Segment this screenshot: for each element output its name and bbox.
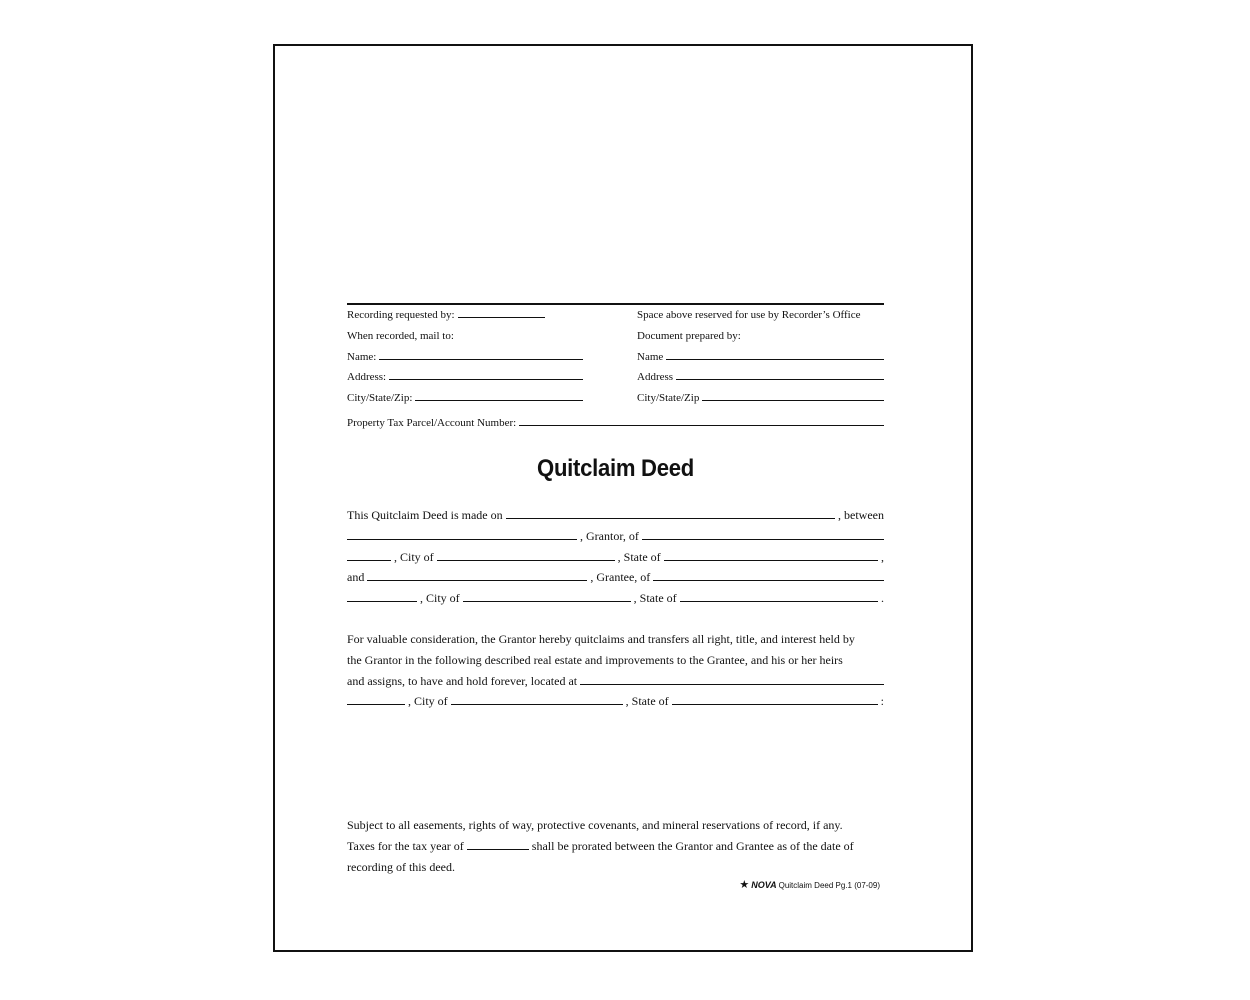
consideration-line-4 <box>347 691 884 712</box>
grantor-county-blank[interactable] <box>347 547 391 561</box>
header-row-1 <box>347 305 884 326</box>
taxes-text: Taxes for the tax year of <box>347 838 464 853</box>
body-line-1 <box>347 505 884 526</box>
address-right-blank[interactable] <box>676 367 884 380</box>
grantor-state-blank[interactable] <box>664 547 878 561</box>
prorated-text: shall be prorated between the Grantor and Grantee as of the date of <box>531 838 854 853</box>
document-prepared-label: Document prepared by: <box>637 329 741 342</box>
grantee-address-blank[interactable] <box>653 567 884 581</box>
and-text: and <box>347 570 365 585</box>
grantor-city-blank[interactable] <box>437 547 615 561</box>
parcel-blank[interactable] <box>519 413 884 426</box>
state-of-text-3: , State of <box>625 694 669 709</box>
body-line-5 <box>347 588 884 609</box>
city-left-blank[interactable] <box>415 388 583 401</box>
assigns-text: and assigns, to have and hold forever, located at <box>347 673 578 688</box>
grantor-name-blank[interactable] <box>347 526 577 540</box>
address-left-label: Address: <box>347 371 387 384</box>
deed-page <box>273 44 973 952</box>
colon-text: : <box>880 694 884 709</box>
grantee-of-text: , Grantee, of <box>590 570 651 585</box>
grantee-name-blank[interactable] <box>367 567 587 581</box>
name-left-label: Name: <box>347 350 377 363</box>
parcel-row <box>347 413 884 433</box>
city-right-label: City/State/Zip <box>637 392 700 405</box>
between-text: , between <box>838 507 884 522</box>
city-of-text-1: , City of <box>394 549 434 564</box>
comma-text: , <box>881 549 884 564</box>
body-line-2 <box>347 526 884 547</box>
body-line-3 <box>347 547 884 568</box>
made-on-text: This Quitclaim Deed is made on <box>347 507 503 522</box>
subject-line-3: recording of this deed. <box>347 859 455 874</box>
form-footer <box>739 880 880 890</box>
state-of-text-1: , State of <box>617 549 661 564</box>
city-right-blank[interactable] <box>702 388 884 401</box>
recording-requested-blank[interactable] <box>458 305 545 318</box>
when-recorded-label: When recorded, mail to: <box>347 329 454 342</box>
name-left-blank[interactable] <box>379 347 583 360</box>
brand-logo: NOVA <box>751 880 777 890</box>
property-city-blank[interactable] <box>451 691 623 705</box>
period-text: . <box>881 591 884 606</box>
name-right-blank[interactable] <box>666 347 884 360</box>
city-of-text-2: , City of <box>420 591 460 606</box>
date-blank[interactable] <box>506 505 835 519</box>
consideration-line-1: For valuable consideration, the Grantor hereby quitclaims and transfers all right, title, and interest held by <box>347 631 855 646</box>
city-left-label: City/State/Zip: <box>347 392 413 405</box>
property-location-blank[interactable] <box>580 671 884 685</box>
property-county-blank[interactable] <box>347 691 405 705</box>
grantee-state-blank[interactable] <box>680 588 878 602</box>
deed-content <box>347 303 884 878</box>
state-of-text-2: , State of <box>633 591 677 606</box>
grantor-of-text: , Grantor, of <box>580 528 639 543</box>
parcel-label: Property Tax Parcel/Account Number: <box>347 416 517 429</box>
consideration-line-3 <box>347 671 884 692</box>
city-of-text-3: , City of <box>408 694 448 709</box>
property-state-blank[interactable] <box>672 691 878 705</box>
body-line-4 <box>347 567 884 588</box>
subject-line-2 <box>347 836 884 857</box>
grantee-county-blank[interactable] <box>347 588 417 602</box>
header-row-4 <box>347 367 884 388</box>
header-row-5 <box>347 388 884 409</box>
subject-line-1: Subject to all easements, rights of way, protective covenants, and mineral reservations of record, if any. <box>347 818 843 833</box>
document-title: Quitclaim Deed <box>537 454 694 482</box>
grantor-address-blank[interactable] <box>642 526 884 540</box>
star-icon: ★ <box>739 879 750 891</box>
name-right-label: Name <box>637 350 664 363</box>
recording-requested-label: Recording requested by: <box>347 309 455 321</box>
header-row-3 <box>347 347 884 368</box>
space-reserved-label: Space above reserved for use by Recorder’s Office <box>637 309 861 321</box>
tax-year-blank[interactable] <box>467 836 529 850</box>
header-row-2 <box>347 326 884 347</box>
address-left-blank[interactable] <box>389 367 583 380</box>
form-id-text: Quitclaim Deed Pg.1 (07-09) <box>778 880 880 890</box>
grantee-city-blank[interactable] <box>463 588 631 602</box>
consideration-line-2: the Grantor in the following described real estate and improvements to the Grantee, and his or her heirs <box>347 652 843 667</box>
address-right-label: Address <box>637 371 674 384</box>
